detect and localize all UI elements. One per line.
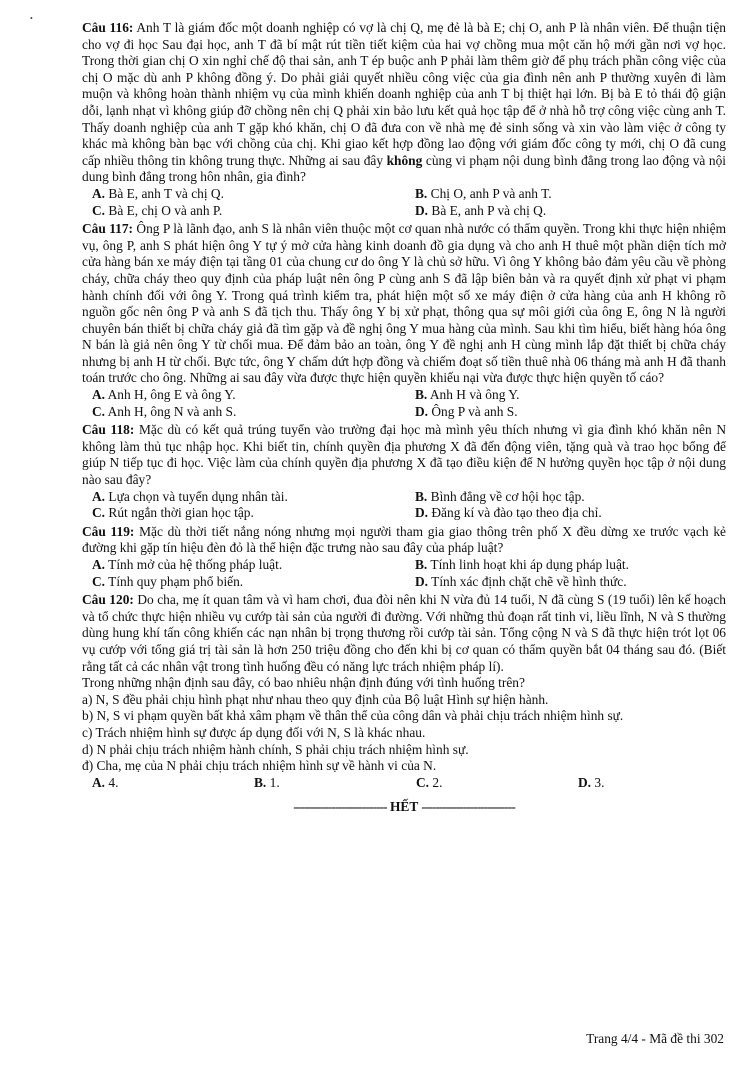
option-c[interactable] (416, 775, 578, 792)
option-c[interactable] (92, 574, 415, 591)
option-b[interactable] (254, 775, 416, 792)
option-text: Chị O, anh P và anh T. (430, 185, 552, 201)
statement-c: c) Trách nhiệm hình sự được áp dụng đối với N, S là khác nhau. (82, 724, 426, 740)
option-a[interactable] (92, 775, 254, 792)
option-text: Bà E, anh P và chị Q. (431, 202, 547, 218)
option-text: Đăng kí và đào tạo theo địa chỉ. (431, 505, 602, 521)
option-text: Bà E, chị O và anh P. (108, 202, 223, 218)
option-d[interactable] (415, 203, 726, 220)
question-120-prompt: Trong những nhận định sau đây, có bao nhiêu nhận định đúng với tình huống trên? (82, 675, 525, 691)
question-text: Ông P là lãnh đạo, anh S là nhân viên thuộc một cơ quan nhà nước có thẩm quyền. Trong khi thực hiện nhiệm vụ, ông P, anh S phát hiện ông Y tự ý mở cửa hàng kinh doanh đồ gia dụng và cho anh H thuê một phần diện tích mở cửa hàng bán xe máy điện tại tầng 01 của chung cư do ông Y là chủ sở hữu. Vì ông Y không bảo đảm yêu cầu về phòng cháy, chữa cháy theo quy định của pháp luật nên ông P cùng anh S đã lập biên bản và ra quyết định xử phạt vi phạm hành chính đối với ông Y. Trong quá trình kiểm tra, phát hiện một số xe máy điện ở cửa hàng của anh H không rõ nguồn gốc nên ông P và anh S đã tịch thu. Thấy ông Y bị xử phạt, thông qua sự môi giới của ông E, ông N là người chuyên bán thiết bị chữa cháy giả đã tìm gặp và đề nghị ông Y mua hàng của mình. Sau khi tìm hiểu, biết hàng hóa ông N bán là giả nên ông Y từ chối mua. Để đảm bảo an toàn, ông Y đề nghị anh H cùng mình lắp đặt thiết bị chữa cháy nhưng bị anh H từ chối. Bực tức, ông Y chấm dứt hợp đồng và chiếm đoạt số tiền thuê nhà 06 tháng mà anh H đã thanh toán trước cho ông. Những ai sau đây vừa được thực hiện quyền khiếu nại vừa được thực hiện quyền tố cáo? (82, 221, 726, 386)
option-d[interactable] (415, 505, 726, 522)
option-text: Rút ngắn thời gian học tập. (108, 505, 254, 521)
option-label: C. (92, 573, 106, 589)
exam-page (82, 20, 726, 815)
option-a[interactable] (92, 557, 415, 574)
option-text: Tính quy phạm phổ biến. (108, 573, 244, 589)
options-118 (92, 489, 726, 522)
option-label: D. (578, 774, 592, 790)
question-text: Do cha, mẹ ít quan tâm và vì ham chơi, đua đòi nên khi N vừa đủ 14 tuổi, N đã cùng S (19 tuổi) lên kế hoạch và tổ chức thực hiện nhiều vụ cướp tài sản của người đi đường. Với những thủ đoạn rất tinh vi, liều lĩnh, N và S thường dùng hung khí tấn công khiến các nạn nhân bị trọng thương rồi cướp tài sản. Tổng cộng N và S đã thực hiện trót lọt 06 vụ cướp với tổng giá trị tài sản là hơn 250 triệu đồng cho đến khi bị cơ quan có thẩm quyền bắt 04 tháng sau đó. (Biết rằng tất cả các nhân vật trong tình huống đều có năng lực trách nhiệm pháp lí). (82, 592, 726, 674)
option-label: C. (92, 403, 106, 419)
option-b[interactable] (415, 186, 726, 203)
option-b[interactable] (415, 387, 726, 404)
option-text: Bình đẳng về cơ hội học tập. (430, 488, 585, 504)
option-text: Anh H, ông E và ông Y. (107, 387, 236, 403)
question-118 (82, 422, 726, 488)
question-120-stem (82, 592, 726, 675)
option-c[interactable] (92, 505, 415, 522)
statement-a: a) N, S đều phải chịu hình phạt như nhau theo quy định của Bộ luật Hình sự hiện hành. (82, 691, 549, 707)
question-text: Mặc dù có kết quả trúng tuyển vào trường đại học mà mình yêu thích nhưng vì gia đình khó khăn nên N không làm thủ tục nhập học. Khi biết tin, chính quyền địa phương X đã đến động viên, tặng quà và trao học bổng để giúp N tiếp tục đi học. Việc làm của chính quyền địa phương X đã tạo điều kiện để N hưởng quyền học tập ở nội dung nào sau đây? (82, 422, 726, 488)
option-c[interactable] (92, 203, 415, 220)
options-116 (92, 186, 726, 219)
option-text: 2. (432, 774, 443, 790)
option-a[interactable] (92, 489, 415, 506)
option-text: Tính linh hoạt khi áp dụng pháp luật. (430, 557, 629, 572)
question-119-stem (82, 524, 726, 557)
option-text: Tính mở của hệ thống pháp luật. (108, 557, 283, 572)
question-116 (82, 20, 726, 186)
emphasis-word: không (386, 152, 423, 168)
option-label: A. (92, 387, 106, 403)
question-number: Câu 120: (82, 592, 134, 608)
option-a[interactable] (92, 387, 415, 404)
question-118-stem (82, 422, 726, 488)
scan-dot: • (30, 14, 33, 23)
option-label: B. (415, 557, 428, 572)
option-text: 3. (594, 774, 605, 790)
options-117 (92, 387, 726, 420)
option-text: Anh H, ông N và anh S. (107, 403, 237, 419)
option-d[interactable] (415, 404, 726, 421)
end-dash-left: --------------------------- (293, 799, 387, 815)
question-117-stem (82, 221, 726, 387)
option-text: 4. (108, 774, 119, 790)
question-text-end: cùng vi phạm nội dung bình đẳng trong lao động và nội dung bình đẳng trong hôn nhân, gia đình? (82, 152, 727, 185)
question-116-stem (82, 20, 726, 186)
option-label: A. (92, 774, 106, 790)
option-label: C. (92, 202, 106, 218)
end-marker (82, 799, 726, 815)
option-text: 1. (269, 774, 280, 790)
option-label: B. (254, 774, 267, 790)
option-text: Lựa chọn và tuyển dụng nhân tài. (108, 488, 288, 504)
question-text: Mặc dù thời tiết nắng nóng nhưng mọi người tham gia giao thông trên phố X đều dừng xe trước vạch kẻ đường khi gặp tín hiệu đèn đỏ là thể hiện đặc trưng nào sau đây của pháp luật? (82, 523, 726, 556)
question-119 (82, 524, 726, 557)
statement-d: d) N phải chịu trách nhiệm hành chính, S phải chịu trách nhiệm hình sự. (82, 741, 469, 757)
option-label: A. (92, 488, 106, 504)
option-label: D. (415, 202, 429, 218)
option-label: B. (415, 488, 428, 504)
option-d[interactable] (415, 574, 726, 591)
question-text: Anh T là giám đốc một doanh nghiệp có vợ là chị Q, mẹ đẻ là bà E; chị O, anh P là nhân viên. Để thuận tiện cho vợ đi học Sau đại học, anh T đã bí mật rút tiền tiết kiệm của hai vợ chồng mua một căn hộ mới gần nơi vợ học. Trong thời gian chị O xin nghỉ chế độ thai sản, anh T ép buộc anh P phải làm thêm giờ để phụ trách phần công việc của chị O mặc dù anh P không đồng ý. Do phải giải quyết nhiều công việc của gia đình nên anh P thường xuyên đi làm muộn và không hoàn thành nhiệm vụ của mình khiến doanh nghiệp của anh T bị thiệt hại lớn. Bị bà E tỏ thái độ giận dỗi, lạnh nhạt vì không giúp đỡ chồng nên chị Q phải xin bảo lưu kết quả học tập để ở nhà hỗ trợ công việc cùng anh T. Thấy doanh nghiệp của anh T gặp khó khăn, chị O đã đưa con về nhà mẹ đẻ sinh sống và xin vào làm việc ở công ty khác mà không bàn bạc với chồng của chị. Khi giao kết hợp đồng lao động với giám đốc công ty mới, chị O đã cung cấp nhiều thông tin không trung thực. Những ai sau đây (82, 20, 726, 168)
option-label: D. (415, 403, 429, 419)
option-label: A. (92, 557, 106, 572)
options-120 (92, 775, 726, 792)
option-label: D. (415, 573, 429, 589)
statement-dd: đ) Cha, mẹ của N phải chịu trách nhiệm hình sự về hành vi của N. (82, 758, 437, 774)
question-120 (82, 592, 726, 675)
option-label: D. (415, 505, 429, 521)
page-footer: Trang 4/4 - Mã đề thi 302 (586, 1031, 724, 1046)
option-text: Anh H và ông Y. (429, 387, 520, 403)
option-label: C. (416, 774, 430, 790)
option-label: A. (92, 185, 106, 201)
option-label: B. (415, 185, 428, 201)
option-text: Bà E, anh T và chị Q. (108, 185, 224, 201)
option-c[interactable] (92, 404, 415, 421)
option-b[interactable] (415, 489, 726, 506)
options-119 (92, 557, 726, 590)
option-label: C. (92, 505, 106, 521)
question-number: Câu 119: (82, 523, 135, 539)
question-number: Câu 116: (82, 20, 134, 35)
option-label: B. (415, 387, 428, 403)
question-number: Câu 118: (82, 422, 135, 438)
end-dash-right: --------------------------- (421, 799, 515, 815)
question-number: Câu 117: (82, 221, 134, 237)
option-d[interactable] (578, 775, 726, 792)
option-text: Ông P và anh S. (431, 403, 518, 419)
statement-b: b) N, S vi phạm quyền bất khả xâm phạm về thân thể của công dân và phải chịu trách nhiệm hình sự. (82, 708, 624, 724)
question-117 (82, 221, 726, 387)
option-b[interactable] (415, 557, 726, 574)
option-text: Tính xác định chặt chẽ về hình thức. (431, 573, 627, 589)
option-a[interactable] (92, 186, 415, 203)
end-word: HẾT (389, 799, 419, 815)
